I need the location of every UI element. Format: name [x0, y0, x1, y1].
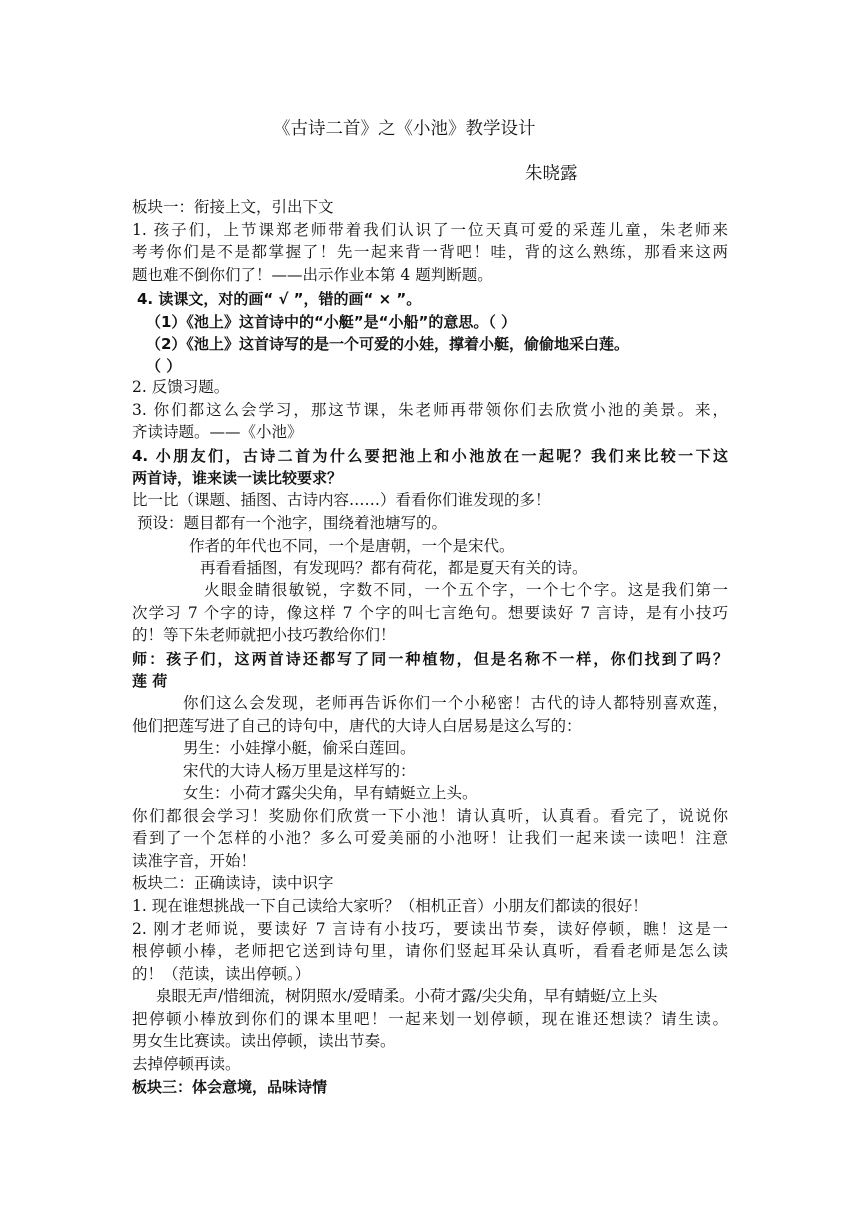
exercise-item: （2）《池上》这首诗写的是一个可爱的小娃，撑着小艇，偷偷地采白莲。 — [146, 335, 629, 353]
paragraph-line: 齐读诗题。——《小池》 — [132, 423, 303, 441]
paragraph-line: 题也难不倒你们了！——出示作业本第 4 题判断题。 — [132, 266, 493, 284]
paragraph-line: 读准字音，开始！ — [132, 852, 257, 870]
paragraph-line: 2. 刚才老师说，要读好 7 言诗有小技巧，要读出节奏，读好停顿，瞧！这是一 — [132, 920, 728, 938]
exercise-question: 4. 读课文，对的画“ √ ”，错的画“ × ”。 — [137, 290, 422, 308]
paragraph-line: 根停顿小棒，老师把它送到诗句里，请你们竖起耳朵认真听，看看老师是怎么读 — [132, 942, 728, 960]
section-heading: 板块一：衔接上文，引出下文 — [132, 198, 334, 216]
paragraph-line: 1. 孩子们，上节课郑老师带着我们认识了一位天真可爱的采莲儿童，朱老师来 — [132, 221, 728, 239]
poem-line: 女生：小荷才露尖尖角，早有蜻蜓立上头。 — [183, 784, 478, 802]
section-heading: 板块三：体会意境，品味诗情 — [132, 1078, 328, 1096]
document-author: 朱晓露 — [525, 164, 578, 184]
bold-question-line: 两首诗，谁来读一读比较要求？ — [132, 469, 343, 487]
preset-line: 作者的年代也不同，一个是唐朝，一个是宋代。 — [189, 537, 515, 555]
poem-line: 男生：小娃撑小艇，偷采白莲回。 — [183, 739, 416, 757]
poem-line: 泉眼无声/惜细流，树阴照水/爱晴柔。小荷才露/尖尖角，早有蜻蜓/立上头 — [156, 987, 658, 1005]
answer-line: 莲 荷 — [132, 672, 168, 690]
paragraph-line: 去掉停顿再读。 — [132, 1055, 241, 1073]
paragraph-line: 把停顿小棒放到你们的课本里吧！一起来划一划停顿，现在谁还想读？请生读。 — [132, 1010, 728, 1028]
exercise-item: （1）《池上》这首诗中的“小艇”是“小船”的意思。（ ） — [146, 313, 517, 331]
paragraph-line: 男女生比赛读。读出停顿，读出节奏。 — [132, 1032, 396, 1050]
paragraph-line: 2. 反馈习题。 — [132, 378, 230, 396]
paragraph-line: 看到了一个怎样的小池？多么可爱美丽的小池呀！让我们一起来读一读吧！注意 — [132, 829, 728, 847]
preset-line: 预设：题目都有一个池字，围绕着池塘写的。 — [137, 514, 448, 532]
preset-line: 火眼金睛很敏锐，字数不同，一个五个字，一个七个字。这是我们第一 — [204, 581, 728, 599]
paragraph-line: 次学习 7 个字的诗，像这样 7 个字的叫七言绝句。想要读好 7 言诗，是有小技巧 — [132, 604, 728, 622]
paragraph-line: 你们都很会学习！奖励你们欣赏一下小池！请认真听，认真看。看完了，说说你 — [132, 807, 728, 825]
section-heading: 板块二：正确读诗，读中识字 — [132, 874, 334, 892]
paragraph-line: 你们这么会发现，老师再告诉你们一个小秘密！古代的诗人都特别喜欢莲， — [183, 694, 728, 712]
preset-line: 再看看插图，有发现吗？都有荷花，都是夏天有关的诗。 — [200, 559, 588, 577]
paragraph-line: 的！（范读，读出停顿。） — [132, 965, 311, 983]
paragraph-line: 的！等下朱老师就把小技巧教给你们！ — [132, 626, 396, 644]
paragraph-line: 他们把莲写进了自己的诗句中，唐代的大诗人白居易是这么写的： — [132, 717, 582, 735]
paragraph-line: 3. 你们都这么会学习，那这节课，朱老师再带领你们去欣赏小池的美景。来， — [132, 401, 728, 419]
paragraph-line: 1. 现在谁想挑战一下自己读给大家听？（相机正音）小朋友们都读的很好！ — [132, 897, 648, 915]
paragraph-line: 比一比（课题、插图、古诗内容……）看看你们谁发现的多！ — [132, 491, 551, 509]
paragraph-line: 考考你们是不是都掌握了！先一起来背一背吧！哇，背的这么熟练，那看来这两 — [132, 243, 728, 261]
exercise-answer-blank: （ ） — [146, 357, 182, 375]
teacher-question-line: 师：孩子们，这两首诗还都写了同一种植物，但是名称不一样，你们找到了吗？ — [132, 650, 728, 668]
bold-question-line: 4. 小朋友们，古诗二首为什么要把池上和小池放在一起呢？我们来比较一下这 — [132, 447, 728, 465]
paragraph-line: 宋代的大诗人杨万里是这样写的： — [183, 762, 416, 780]
document-title: 《古诗二首》之《小池》教学设计 — [273, 119, 536, 139]
